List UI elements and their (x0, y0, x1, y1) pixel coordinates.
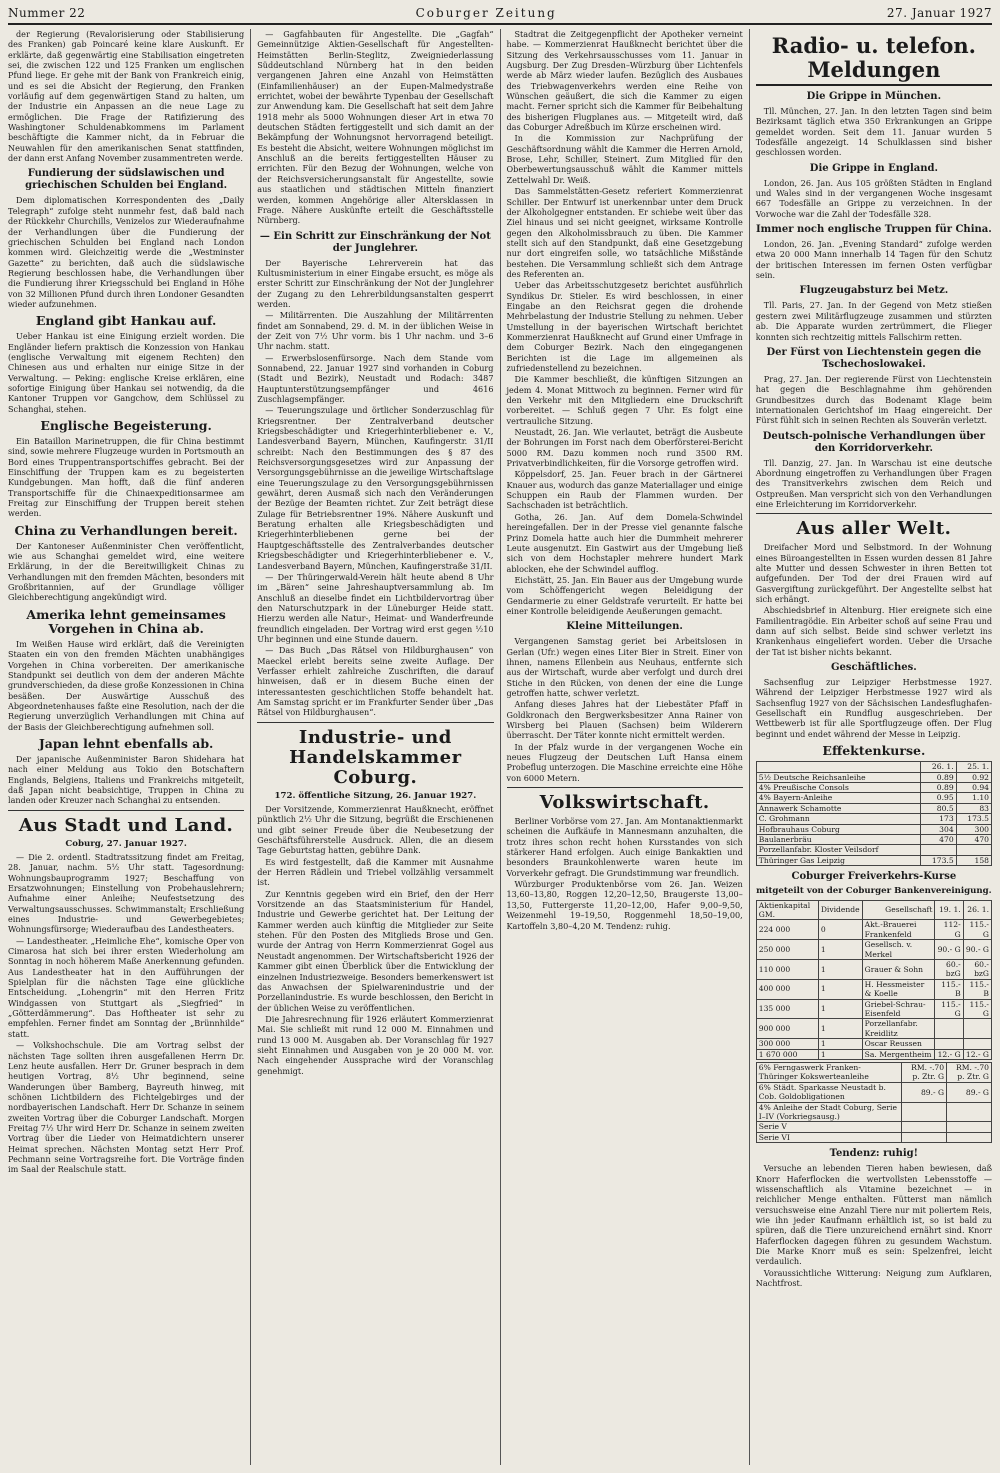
column-4 (749, 29, 992, 1465)
article-text: London, 26. Jan. Aus 105 größten Städten in England und Wales sind in der vergangenen Woche insgesamt 667 Todesfälle an Grippe zu verzeichnen. In der Vorwoche war die Zahl der Todesfälle 328. (755, 177, 992, 219)
table-cell: 400 000 (756, 979, 818, 999)
headline: Geschäftliches. (831, 662, 917, 674)
table-row (756, 1102, 991, 1122)
table-cell: 4% Bayern-Anleihe (756, 793, 921, 803)
table-header-cell: Gesellschaft (862, 900, 935, 920)
table-cell: 1 (818, 979, 862, 999)
headline: Amerika lehnt gemeinsames Vorgehen in China ab. (26, 606, 226, 636)
table-cell: 12.- G (935, 1049, 963, 1059)
table-cell: Serie V (756, 1122, 901, 1132)
table-cell (947, 1132, 992, 1142)
table-cell: 6% Ferngaswerk Franken-Thüringer Kokswerteanleihe (756, 1063, 901, 1083)
table-cell (935, 1019, 963, 1039)
table-row (756, 814, 991, 824)
table-row (756, 845, 991, 855)
bonds-table (756, 1062, 992, 1143)
table-cell: 0.92 (956, 772, 991, 782)
article-text: Der Kantoneser Außenminister Chen veröffentlicht, wie aus Schanghai gemeldet wird, eine weitere Erklärung, in der die Bereitwilligkeit Chinas zu Verhandlungen mit den fremden Mächten, besonders mit Großbritannien, auf der Grundlage völliger Gleichberechtigung angekündigt wird. (8, 540, 245, 603)
table-cell: 115.- G (963, 999, 991, 1019)
article-text: Ein Bataillon Marinetruppen, die für China bestimmt sind, sowie mehrere Flugzeuge wurden in Portsmouth an Bord eines Truppentransportschiffes gebracht. Bei der Einschiffung der Truppen kam es zu begeisterten Kundgebungen. Man hofft, daß die fünf anderen Transportschiffe für die Chinaexpeditionsarmee am Freitag zur Einschiffung der Truppen bereit stehen werden. (8, 436, 245, 519)
article-text: Dem diplomatischen Korrespondenten des „Daily Telegraph“ zufolge steht nunmehr fest, daß bald nach der Rückkehr Churchills, Venizelos zur Wiederaufnahme der Verhandlungen über die Fundierung der griechischen Schulden bei England nach London kommen wird. Gleichzeitig werde die „Westminster Gazette“ zu berichten, daß auch die südslawische Regierung beschlossen habe, die Verhandlungen über die Fundierung ihrer Kriegsschuld bei England in Höhe von 32 Millionen Pfund durch ihren Londoner Gesandten wieder aufzunehmen. (8, 195, 245, 309)
article-text: Zur Kenntnis gegeben wird ein Brief, den der Herr Vorsitzende an das Staatsministerium für Handel, Industrie und Gewerbe gerichtet hat. Der Leitung der Kammer werden auch künftig die Mitglieder zur Seite stehen. Für den Posten des Mitglieds Brose und Gen. wurde der Antrag von Herrn Kommerzienrat Gogel aus Neustadt angenommen. Der Wirtschaftsbericht 1926 der Kammer gibt einen Überblick über die Entwicklung der einzelnen Industriezweige. Besonders bemerkenswert ist das Anwachsen der Spielwarenindustrie und der Porzellanindustrie. Es wurde beschlossen, den Bericht in der üblichen Weise zu veröffentlichen. (257, 888, 494, 1013)
table-cell: Thüringer Gas Leipzig (756, 855, 921, 865)
table-cell: 173.5 (921, 855, 956, 865)
table-cell: 90.- G (935, 940, 963, 960)
table-row (756, 772, 991, 782)
table-cell: 1 (818, 959, 862, 979)
article-text: — Militärrenten. Die Auszahlung der Militärrenten findet am Sonnabend, 29. d. M. in der üblichen Weise in der Zeit von 7½ Uhr vorm. bis 1 Uhr nachm. und 3–6 Uhr nachm. statt. (257, 310, 494, 352)
table-cell: 115.- B (935, 979, 963, 999)
section-headline: Industrie- und Handelskammer Coburg. (289, 726, 462, 788)
table-cell (935, 1039, 963, 1049)
table-cell (963, 1019, 991, 1039)
table-cell (963, 1039, 991, 1049)
table-header-row (756, 762, 991, 772)
table-cell (902, 1132, 947, 1142)
table-row (756, 1132, 991, 1142)
advertisement-text: Versuche an lebenden Tieren haben bewiesen, daß Knorr Haferflocken die wertvollsten Lebensstoffe — wissenschaftlich als Vitamine bezeichnet — in reichlicher Menge enthalten. Fütterst man nämlich versuchsweise eine Anzahl Tiere nur mit poliertem Reis, wie ihn jeder Kaufmann erhältlich ist, so ist bald zu spüren, daß die Tiere unzureichend ernährt sind. Knorr Haferflocken dagegen führen zu gesundem Wachstum. Die Marke Knorr muß es sein: Spelzenfrei, leicht verdaulich. (755, 1163, 992, 1267)
section-headline: Aus aller Welt. (796, 518, 952, 540)
table-cell: 83 (956, 803, 991, 813)
article-text: — Erwerbslosenfürsorge. Nach dem Stande vom Sonnabend, 22. Januar 1927 sind vorhanden in Coburg (Stadt und Bezirk), Neustadt und Rodach: 3487 Hauptunterstützungsempfänger und 4616 Zuschlagsempfänger. (257, 352, 494, 404)
table-cell: Gesellsch. v. Merkel (862, 940, 935, 960)
table-cell: 158 (956, 855, 991, 865)
column-3 (500, 29, 743, 1465)
article-text: Sachsenflug zur Leipziger Herbstmesse 1927. Während der Leipziger Herbstmesse 1927 wird als Sachsenflug 1927 von der Sächsischen Landesflughafen-Gesellschaft ein Rundflug ausgeschrieben. Der Wettbewerb ist für alle Sportflugzeuge offen. Der Flug beginnt und endet während der Messe in Leipzig. (755, 677, 992, 739)
article-text: — Die 2. ordentl. Stadtratssitzung findet am Freitag, 28. Januar, nachm. 5½ Uhr statt. Tagesordnung: Wohnungsbauprogramm 1927; Beschaffung von Ersatzwohnungen; Einstellung von Probehauslehrern; Aufnahme einer Anleihe; Neufestsetzung des Verwaltungsausschusses. Schwimmanstalt; Erschließung eines Industrie- und Gewerbegebietes; Wohnungsfürsorge; Wiederaufbau des Landestheaters. (8, 851, 245, 935)
masthead (8, 6, 992, 25)
table-row (756, 1039, 991, 1049)
table-cell: 115.- G (963, 920, 991, 940)
table-row (756, 1122, 991, 1132)
divider (257, 722, 493, 723)
headline: China zu Verhandlungen bereit. (14, 522, 238, 538)
article-text: Die Kammer beschließt, die künftigen Sitzungen an jedem 4. Monat Mittwoch zu beginnen. Ferner wird für den Verkehr mit den Mitgliedern eine Druckschrift vorbereitet. — Schluß gegen 7 Uhr. Es folgt eine vertrauliche Sitzung. (506, 374, 743, 426)
headline: Kleine Mitteilungen. (566, 621, 683, 633)
article-text: Die Jahresrechnung für 1926 erläutert Kommerzienrat Mai. Sie schließt mit rund 12 000 M. Einnahmen und rund 13 000 M. Ausgaben ab. Der Voranschlag für 1927 sieht Einnahmen und Ausgaben von je 20 000 M. vor. Nach eingehender Aussprache wird der Voranschlag genehmigt. (257, 1013, 494, 1076)
table-cell: 0.89 (921, 772, 956, 782)
column-1 (8, 29, 244, 1465)
table-row (756, 1019, 991, 1039)
article-text: Ueber Hankau ist eine Einigung erzielt worden. Die Engländer liefern praktisch die Konzession von Hankau (englische Verwaltung mit eigenem Rechten) den Chinesen aus und erhalten nur einige Sitze in der Verwaltung. — Peking: englische Kreise erklären, eine sofortige Einigung über Hankau sei notwendig, da die Kantoner Truppen vor Gangchow, dem Schlüssel zu Schanghai, stehen. (8, 331, 245, 414)
article-text: Köppelsdorf, 25. Jan. Feuer brach in der Gärtnerei Knauer aus, wodurch das ganze Materiallager und einige Schuppen ein Raub der Flammen wurden. Der Sachschaden ist beträchtlich. (506, 469, 743, 511)
table-cell: RM. -.70 p. Ztr. G (902, 1063, 947, 1083)
table-cell: 4% Anleihe der Stadt Coburg, Serie I–IV (Vorkriegsausg.) (756, 1102, 901, 1122)
table-row (756, 920, 991, 940)
column-2 (250, 29, 493, 1465)
article-text: Der Vorsitzende, Kommerzienrat Haußknecht, eröffnet pünktlich 2½ Uhr die Sitzung, begrüßt die Erschienenen und gibt seiner Freude über die Neubesetzung der Geschäftsführerstelle Ausdruck. Allen, die an diesem Tage Geburtstag hatten, gebühre Dank. (257, 804, 494, 856)
article-text: Berliner Vorbörse vom 27. Jan. Am Montanaktienmarkt scheinen die Aufkäufe in Mannesmann anzuhalten, die trotz ihres schon recht hohen Kursstandes von sich stärkerer Hand erfolgen. Auch einige Bankaktien und besonders Braunkohlenwerte waren heute im Vorverkehr gefragt. Die Grundstimmung war freundlich. (506, 816, 743, 878)
table-row (756, 824, 991, 834)
headline: Effektenkurse. (822, 743, 926, 759)
article-text: In der Pfalz wurde in der vergangenen Woche ein neues Flugzeug der Deutschen Luft Hansa einem Probeflug unterzogen. Die Maschine erreichte eine Höhe von 6000 Metern. (506, 741, 743, 783)
table-cell: 60.- bzG (935, 959, 963, 979)
table-row (756, 999, 991, 1019)
table-cell: Oscar Reussen (862, 1039, 935, 1049)
table-header-cell: 26. 1. (921, 762, 956, 772)
table-cell: 6% Städt. Sparkasse Neustadt b. Cob. Goldobligationen (756, 1082, 901, 1102)
table-cell: 60.- bzG (963, 959, 991, 979)
table-cell: 5½ Deutsche Reichsanleihe (756, 772, 921, 782)
article-text: der Regierung (Revalorisierung oder Stabilisierung des Franken) gab Poincaré keine klare Auskunft. Er erklärte, daß gegenwärtig eine Stabilisation eingetreten sei, die zwischen 122 und 125 Franken um englischen Pfund liege. Er gehe mit der Bank von Frankreich einig, und es sei die Absicht der Regierung, den Franken vorläufig auf dem gegenwärtigen Stand zu halten, um der Industrie ein Anpassen an die neue Lage zu ermöglichen. Die Frage der Ratifizierung des Washingtoner Schuldenabkommens im Parlament beschäftigte die Kammer nicht, da in Februar die Neuwahlen für den amerikanischen Senat stattfinden, der dann erst Anfang November zusammentreten werde. (8, 29, 245, 164)
article-text: Das Sammelstätten-Gesetz referiert Kommerzienrat Schiller. Der Entwurf ist unerkennbar unter dem Druck der Alkoholgegner entstanden. Er schiebe weit über das Ziel hinaus und sei nicht geeignet, wirksame Kontrolle gegen den Alkoholmissbrauch zu üben. Die Kammer stellt sich auf den Standpunkt, daß eine Gesetzgebung nur dort eingreifen solle, wo tatsächliche Mißstände bestehen. Die Versammlung schließt sich dem Antrage des Referenten an. (506, 186, 743, 279)
article-text: In die Kommission zur Nachprüfung der Geschäftsordnung wählt die Kammer die Herren Arnold, Brose, Lehr, Schiller, Steinert. Zum Mitglied für den Oberbewertungsausschuß wählt die Kammer mittels Zettelwahl Dr. Weiß. (506, 133, 743, 185)
divider (507, 787, 743, 788)
article-text: Eichstätt, 25. Jan. Ein Bauer aus der Umgebung wurde vom Schöffengericht wegen Beleidigung der Gendarmerie zu einer Geldstrafe verurteilt. Er hatte bei einer Kontrolle beleidigende Aeußerungen gemacht. (506, 574, 743, 616)
headline: England gibt Hankau auf. (35, 313, 217, 329)
table-row (756, 803, 991, 813)
table-row (756, 1082, 991, 1102)
table-cell: 1 (818, 999, 862, 1019)
article-text: Dreifacher Mord und Selbstmord. In der Wohnung eines Büroangestellten in Essen wurden dessen 81 Jahre alte Mutter und dessen Schwester in ihren Betten tot aufgefunden. Der Tod der drei Frauen wird auf Gasvergiftung zurückgeführt. Der Angestellte selbst hat sich erhängt. (755, 542, 992, 604)
table-cell (902, 1122, 947, 1132)
table-cell: 250 000 (756, 940, 818, 960)
table-cell: 300 000 (756, 1039, 818, 1049)
table-row (756, 793, 991, 803)
table-row (756, 979, 991, 999)
headline: Japan lehnt ebenfalls ab. (38, 735, 214, 751)
table-cell: RM. -.70 p. Ztr. G (947, 1063, 992, 1083)
table-cell: 0.95 (921, 793, 956, 803)
article-text: — Teuerungszulage und örtlicher Sonderzuschlag für Kriegsrentner. Der Zentralverband deutscher Kriegsbeschädigter und Kriegerhinterbliebener e. V., Landesverband Bayern, München, Kaufingerstr. 31/II schreibt: Nach den Bestimmungen des § 87 des Reichsversorgungsgesetzes wird zur Anpassung der Versorgungsgebührnisse an die jeweilige Wirtschaftslage eine Teuerungszulage zu den Versorgungsgebührnissen gewährt, deren Ausmaß sich nach den Veränderungen der Bezüge der Beamten richtet. Zur Zeit beträgt diese Zulage für Betriebsrentner 19%. Nähere Auskunft und Beratung erhalten alle Kriegsbeschädigten und Kriegerhinterbliebenen gerne bei der Hauptgeschäftsstelle des Zentralverbandes deutscher Kriegsbeschädigter und Kriegerhinterbliebener e. V., Landesverband Bayern, München, Kaufingerstraße 31/II. (257, 405, 494, 571)
table-cell: 304 (921, 824, 956, 834)
article-text: Abschiedsbrief in Altenburg. Hier ereignete sich eine Familientragödie. Ein Arbeiter schoß auf seine Frau und dann auf sich selbst. Beide sind schwer verletzt ins Krankenhaus eingeliefert worden. Ueber die Ursache der Tat ist bisher nichts bekannt. (755, 605, 992, 657)
table-cell: Griebel-Schrau-Eisenfeld (862, 999, 935, 1019)
table-cell: 110 000 (756, 959, 818, 979)
article-text: — Landestheater. „Heimliche Ehe“, komische Oper von Cimarosa hat sich bei ihrer ersten Wiederholung am Sonntag in noch höherem Maße Anerkennung gefunden. Aus Landestheater hat in den Aufführungen der Spielplan für die nächsten Tage eine glückliche Entscheidung. „Lohengrin“ mit den Herren Fritz Windgassen von Stuttgart als „Siegfried“ in „Götterdämmerung“. Das Hoftheater ist sehr zu empfehlen. Ferner findet am Sonntag der „Brünnhilde“ statt. (8, 935, 245, 1039)
table-cell: Porzellanfabr. Kreidlitz (862, 1019, 935, 1039)
table-header-cell: 19. 1. (935, 900, 963, 920)
headline: Fundierung der südslawischen und griechischen Schulden bei England. (25, 168, 228, 192)
section-headline: Radio- u. telefon. Meldungen (756, 34, 992, 86)
table-row (756, 1063, 991, 1083)
table-row (756, 940, 991, 960)
headline: — Ein Schritt zur Einschränkung der Not der Junglehrer. (259, 230, 491, 254)
table-cell: 115.- G (935, 999, 963, 1019)
headline: Die Grippe in München. (806, 91, 942, 102)
free-market-table (756, 900, 992, 1061)
stock-prices-table (756, 761, 992, 866)
article-text: Im Weißen Hause wird erklärt, daß die Vereinigten Staaten ein von den fremden Mächten unabhängiges Vorgehen in China vorbereiten. Der amerikanische Standpunkt sei deutlich von dem der anderen Mächte grundverschieden, da diese große Konzessionen in China besäßen. Der Auswärtige Ausschuß des Abgeordnetenhauses faßte eine Resolution, nach der die Regierung unverzüglich Verhandlungen mit China auf der Basis der Gleichberechtigung aufnehmen soll. (8, 638, 245, 732)
table-cell: 89.- G (947, 1082, 992, 1102)
table-cell: Grauer & Sohn (862, 959, 935, 979)
table-cell: 135 000 (756, 999, 818, 1019)
table-cell (956, 845, 991, 855)
article-text: — Gagfahbauten für Angestellte. Die „Gagfah“ Gemeinnützige Aktien-Gesellschaft für Angestellten-Heimstätten Berlin-Steglitz, Zweigniederlassung Süddeutschland Nürnberg hat in den beiden vergangenen Jahren eine Anzahl von Heimstätten (Einfamilienhäuser) an der Eupen-Malmedystraße errichtet, wobei der bewährte Typenbau der Gesellschaft zur Anwendung kam. Die Gesellschaft hat seit dem Jahre 1918 mehr als 5000 Wohnungen dieser Art in etwa 70 deutschen Städten fertiggestellt und sich damit an der Bekämpfung der Wohnungsnot hervorragend beteiligt. Es besteht die Absicht, weitere Wohnungen möglichst im Anschluß an die bereits fertiggestellten Häuser zu errichten. Für den Bezug der Wohnungen, welche von der Reichsversicherungsanstalt für Angestellte, sowie aus staatlichen und städtischen Mitteln finanziert werden, kommen Angehörige aller Altersklassen in Frage. Nähere Auskünfte erteilt die Geschäftsstelle Nürnberg. (257, 29, 494, 226)
article-text: Tll. München, 27. Jan. In den letzten Tagen sind beim Bezirksamt täglich etwa 350 Erkrankungen an Grippe gemeldet worden. Seit dem 11. Januar wurden 5 Todesfälle angezeigt. 14 Schulklassen sind bisher geschlossen worden. (755, 106, 992, 158)
article-text: Stadtrat die Zeitgegenpflicht der Apotheker verneint habe. — Kommerzienrat Haußknecht berichtet über die Sitzung des Verkehrsausschusses vom 11. Januar in Augsburg. Der Zug Dresden–Würzburg über Lichtenfels werde ab März wieder laufen. Bezüglich des Ausbaues des Triebwagenverkehrs werden eine Reihe von Wünschen geäußert, die sich die Kammer zu eigen macht. Ferner spricht sich die Kammer für Beibehaltung des bisherigen Flugplanes aus. — Mitgeteilt wird, daß das Coburger Adreßbuch im Kürze erscheinen wird. (506, 29, 743, 133)
dateline: Coburg, 27. Januar 1927. (65, 838, 187, 849)
table-cell: 300 (956, 824, 991, 834)
headline: Deutsch-polnische Verhandlungen über den Korridorverkehr. (762, 430, 985, 454)
article-text: Würzburger Produktenbörse vom 26. Jan. Weizen 13,60–13,80, Roggen 12,20–12,50, Braugerste 13,00–13,50, Futtergerste 11,20–12,00, Hafer 9,00–9,50, Weizenmehl 19–19,50, Roggenmehl 18,50–19,00, Kartoffeln 3,80–4,20 M. Tendenz: ruhig. (506, 879, 743, 931)
headline: Die Grippe in England. (809, 162, 938, 174)
weather-forecast: Voraussichtliche Witterung: Neigung zum Aufklaren, Nachtfrost. (755, 1267, 992, 1289)
table-cell: 0.94 (956, 782, 991, 792)
table-cell: 900 000 (756, 1019, 818, 1039)
table-cell: Serie VI (756, 1132, 901, 1142)
table-cell: 1 (818, 940, 862, 960)
table-cell: 12.- G (963, 1049, 991, 1059)
table-header-row (756, 900, 991, 920)
table-cell: Baulanerbräu (756, 834, 921, 844)
table-header-cell: 26. 1. (963, 900, 991, 920)
article-text: Neustadt, 26. Jan. Wie verlautet, beträgt die Ausbeute der Bohrungen im Forst nach dem Oberförsterei-Bericht 5000 RM. Dazu kommen noch rund 3500 RM. Privatverbindlichkeiten, für die Vorsorge getroffen wird. (506, 427, 743, 469)
table-cell: 173.5 (956, 814, 991, 824)
table-cell (902, 1102, 947, 1122)
article-text: Prag, 27. Jan. Der regierende Fürst von Liechtenstein hat gegen die Beschlagnahme ihm gehörenden Grundbesitzes durch das Bodenamt Klage beim internationalen Gerichtshof im Haag eingereicht. Der Fürst fühlt sich in seinen Rechten als Souverän verletzt. (755, 373, 992, 426)
article-text: Der Bayerische Lehrerverein hat das Kultusministerium in einer Eingabe ersucht, es möge als erster Schritt zur Einschränkung der Not der Junglehrer der Zugang zu den Lehrerbildungsanstalten gesperrt werden. (257, 257, 494, 309)
table-cell: Sa. Mergentheim (862, 1049, 935, 1059)
table-cell: 470 (921, 834, 956, 844)
article-text: Tll. Danzig, 27. Jan. In Warschau ist eine deutsche Abordnung eingetroffen zu Verhandlungen über Fragen des Transitverkehrs zwischen dem Reich und Ostpreußen. Man verspricht sich von den Verhandlungen eine Erleichterung im Korridorverkehr. (755, 457, 992, 509)
table-cell: Porzellanfabr. Kloster Veilsdorf (756, 845, 921, 855)
headline: Immer noch englische Truppen für China. (756, 224, 992, 236)
issue-date: 27. Januar 1927 (886, 6, 992, 20)
table-cell: 173 (921, 814, 956, 824)
table-row (756, 782, 991, 792)
headline: Flugzeugabsturz bei Metz. (799, 285, 949, 297)
table-cell: C. Grohmann (756, 814, 921, 824)
article-text: London, 26. Jan. „Evening Standard“ zufolge werden etwa 20 000 Mann innerhalb 14 Tagen für den Schutz der britischen Interessen im fernen Osten verfügbar sein. (755, 239, 992, 281)
article-text: Vergangenen Samstag geriet bei Arbeitslosen in Gerlan (Ufr.) wegen eines Liter Bier in Streit. Einer von ihnen, namens Ellenbein aus Neuhaus, entfernte sich aus der Wirtschaft, wurde aber verfolgt und durch drei Stiche in den Rücken, von denen der eine die Lunge getroffen hatte, schwer verletzt. (506, 636, 743, 698)
table-cell: 90.- G (963, 940, 991, 960)
divider (756, 513, 992, 514)
table-subtitle: mitgeteilt von der Coburger Bankenvereinigung. (756, 886, 992, 897)
table-header-cell: 25. 1. (956, 762, 991, 772)
session-subtitle: 172. öffentliche Sitzung, 26. Januar 1927. (274, 790, 477, 801)
section-headline: Aus Stadt und Land. (18, 814, 234, 836)
table-cell (947, 1102, 992, 1122)
table-cell: Akt.-Brauerei Frankenfeld (862, 920, 935, 940)
table-row (756, 959, 991, 979)
table-cell: 112- G (935, 920, 963, 940)
table-cell: 1.10 (956, 793, 991, 803)
article-text: — Volkshochschule. Die am Vortrag selbst der nächsten Tage sollten ihren ausgefallenen Herrn Dr. Lenz heute ausfallen. Herr Dr. Gruner besprach in dem heutigen Vortrag, 8½ Uhr beginnend, seine Wanderungen über Bamberg, Bayreuth hinweg, mit schönen Lichtbildern des Fichtelgebirges und der nordbayerischen Landschaft. Herr Dr. Schanze in seinem zweiten Vortrag über die Coburger Landschaft. Morgen Freitag 7½ Uhr wird Herr Dr. Schanze in seinem zweiten Vortrag über die Lieder von Heimatdichtern unserer Heimat sprechen. Nächsten Montag setzt Herr Prof. Pechmann seine Vortragsreihe fort. Die Vorträge finden im Saal der Realschule statt. (8, 1040, 245, 1175)
table-cell: 1 (818, 1019, 862, 1039)
table-row (756, 855, 991, 865)
table-cell: 4% Preußische Consols (756, 782, 921, 792)
article-text: Ueber das Arbeitsschutzgesetz berichtet ausführlich Syndikus Dr. Stieler. Es wird beschlossen, in einer Eingabe an den Reichsrat gegen die drohende Mehrbelastung der Industrie Stellung zu nehmen. Ueber Umstellung in der bayerischen Wirtschaft berichtet Kommerzienrat Haußknecht auf Grund einer Umfrage in dem Coburger Bezirk. Nach den eingegangenen Berichten ist die Lage im allgemeinen als zufriedenstellend zu bezeichnen. (506, 280, 743, 373)
divider (8, 810, 244, 811)
table-cell: Annawerk Schamotte (756, 803, 921, 813)
headline: Der Fürst von Liechtenstein gegen die Tschechoslowakei. (766, 346, 982, 370)
headline: Englische Begeisterung. (40, 418, 212, 433)
table-cell: Hofbrauhaus Coburg (756, 824, 921, 834)
table-cell: 0 (818, 920, 862, 940)
table-header-cell (756, 762, 921, 772)
table-cell: 80.5 (921, 803, 956, 813)
section-headline: Volkswirtschaft. (539, 792, 710, 814)
article-text: — Das Buch „Das Rätsel von Hildburghausen“ von Maeckel erlebt bereits seine zweite Auflage. Der Verfasser erhielt zahlreiche Zuschriften, die darauf hinweisen, daß er in diesem Buche einen der interessantesten geschichtlichen Stoffe behandelt hat. Am Samstag spricht er im Frankfurter Sender über „Das Rätsel von Hildburghausen“. (257, 645, 494, 718)
headline: Coburger Freiverkehrs-Kurse (791, 871, 957, 883)
table-cell: H. Hessmeister & Koelle (862, 979, 935, 999)
article-text: Es wird festgestellt, daß die Kammer mit Ausnahme der Herren Rädlein und Triebel vollzählig versammelt ist. (257, 856, 494, 888)
table-header-cell: Aktienkapital GM. (756, 900, 818, 920)
article-text: Tll. Paris, 27. Jan. In der Gegend von Metz stießen gestern zwei Militärflugzeuge zusammen und stürzten ab. Die Apparate wurden zertrümmert, die Flieger konnten sich rechtzeitig mittels Fallschirm retten. (755, 300, 992, 342)
market-tendency: Tendenz: ruhig! (829, 1148, 919, 1160)
table-cell: 1 670 000 (756, 1049, 818, 1059)
table-row (756, 1049, 991, 1059)
table-cell: 89.- G (902, 1082, 947, 1102)
issue-number: Nummer 22 (8, 6, 86, 20)
table-header-cell: Dividende (818, 900, 862, 920)
table-cell: 0.89 (921, 782, 956, 792)
table-cell: 1 (818, 1039, 862, 1049)
table-row (756, 834, 991, 844)
table-cell: 1 (818, 1049, 862, 1059)
table-cell: 115.- B (963, 979, 991, 999)
article-text: Gotha, 26. Jan. Auf dem Domela-Schwindel hereingefallen. Der in der Presse viel genannte falsche Prinz Domela hatte auch hier die Dummheit mehrerer Leute ausgenutzt. Ein Gastwirt aus der Umgebung ließ sich von dem Hochstapler mehrere hundert Mark ablocken, ehe der Schwindel aufflog. (506, 511, 743, 574)
paper-title: Coburger Zeitung (415, 6, 557, 20)
article-text: Anfang dieses Jahres hat der Liebestäter Pfaff in Goldkronach den Bergwerksbesitzer Anna Rainer von Wirsberg bei Plauen (Sachsen) beim Wilderern überrascht. Der Täter konnte nicht ermittelt werden. (506, 699, 743, 741)
article-text: — Der Thüringerwald-Verein hält heute abend 8 Uhr im „Bären“ seine Jahreshauptversammlung ab. Im Anschluß an dieselbe findet ein Lichtbildervortrag über den Naturschutzpark in der Lüneburger Heide statt. Hierzu werden alle Natur-, Heimat- und Wanderfreunde freundlich eingeladen. Der Vortrag wird erst gegen ½10 Uhr beginnen und eine Stunde dauern. (257, 571, 494, 644)
article-text: Der japanische Außenminister Baron Shidehara hat nach einer Meldung aus Tokio den Botschaftern Englands, Belgiens, Italiens und Frankreichs mitgeteilt, daß Japan nicht beabsichtige, Truppen in China zu landen oder Kreuzer nach Schanghai zu entsenden. (8, 753, 245, 806)
table-cell (921, 845, 956, 855)
table-cell: 224 000 (756, 920, 818, 940)
table-cell: 470 (956, 834, 991, 844)
table-cell (947, 1122, 992, 1132)
